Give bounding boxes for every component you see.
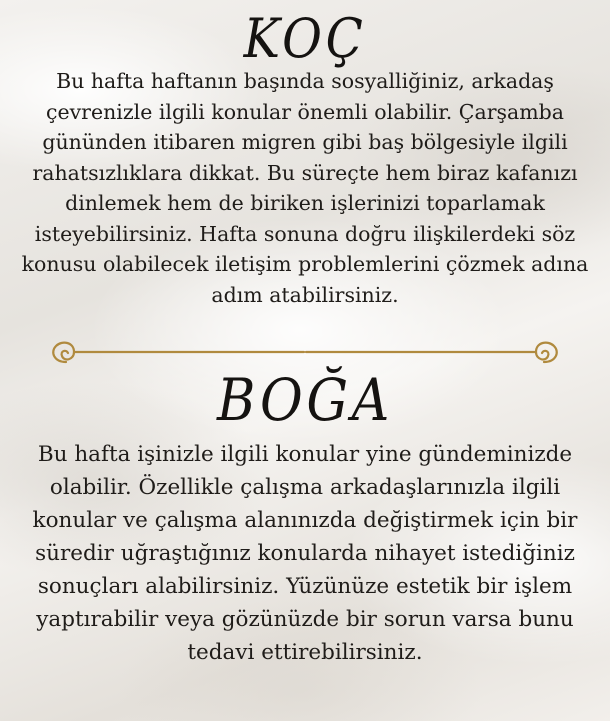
koc-title: KOÇ — [243, 7, 367, 70]
boga-section — [0, 362, 610, 669]
boga-text: Bu hafta işinizle ilgili konular yine gündeminizde olabilir. Özellikle çalışma arkadaşlarınızla ilgili konular ve çalışma alanınızda değiştirmek için bir süredir uğraştığınız konularda nihayet istediğiniz sonuçları alabilirsiniz. Yüzünüze estetik bir işlem yaptırabilir veya gözünüzde bir sorun varsa bunu tedavi ettirebilirsiniz. — [32, 442, 578, 665]
koc-text: Bu hafta haftanın başında sosyalliğiniz, arkadaş çevrenizle ilgili konular önemli olabilir. Çarşamba gününden itibaren migren gibi baş bölgesiyle ilgili rahatsızlıklara dikkat. Bu süreçte hem biraz kafanızı dinlemek hem de biriken işlerinizi toparlamak isteyebilirsiniz. Hafta sonuna doğru ilişkilerdeki söz konusu olabilecek iletişim problemlerini çözmek adına adım atabilirsiniz. — [21, 69, 589, 307]
spiral-ornament-icon — [53, 343, 304, 362]
koc-section — [0, 4, 610, 310]
spiral-ornament-icon — [306, 343, 557, 362]
boga-title: BOĞA — [217, 366, 393, 434]
